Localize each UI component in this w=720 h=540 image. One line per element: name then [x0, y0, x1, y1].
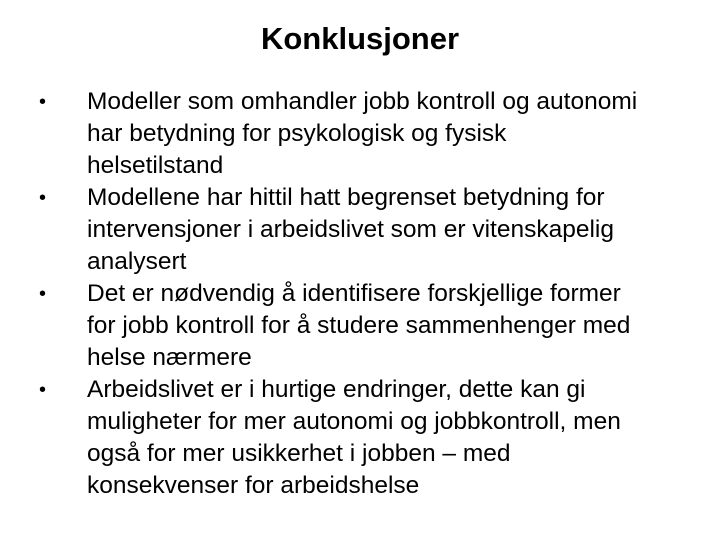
- bullet-item: [0, 86, 720, 182]
- bullet-line: Det er nødvendig å identifisere forskjellige former: [87, 280, 621, 307]
- bullet-line: Modellene har hittil hatt begrenset betydning for: [87, 184, 605, 211]
- bullet-line: Arbeidslivet er i hurtige endringer, dette kan gi: [87, 376, 586, 403]
- bullet-line: helsetilstand: [87, 152, 224, 179]
- slide-title: Konklusjoner: [260, 21, 460, 56]
- bullet-item: [0, 278, 720, 374]
- bullet-list: [0, 86, 720, 502]
- bullet-marker: •: [39, 379, 47, 401]
- bullet-line: for jobb kontroll for å studere sammenhenger med: [87, 312, 631, 339]
- bullet-line: muligheter for mer autonomi og jobbkontroll, men: [87, 408, 621, 435]
- bullet-line: analysert: [87, 248, 187, 275]
- bullet-line: konsekvenser for arbeidshelse: [87, 472, 420, 499]
- bullet-line: helse nærmere: [87, 344, 252, 371]
- bullet-item: [0, 374, 720, 502]
- bullet-line: også for mer usikkerhet i jobben – med: [87, 440, 511, 467]
- bullet-line: har betydning for psykologisk og fysisk: [87, 120, 507, 147]
- bullet-marker: •: [39, 187, 47, 209]
- bullet-line: Modeller som omhandler jobb kontroll og autonomi: [87, 88, 638, 115]
- bullet-text: [87, 374, 707, 502]
- bullet-marker: •: [39, 91, 47, 113]
- bullet-line: intervensjoner i arbeidslivet som er vitenskapelig: [87, 216, 615, 243]
- bullet-text: [87, 86, 707, 182]
- bullet-text: [87, 278, 707, 374]
- bullet-marker: •: [39, 283, 47, 305]
- bullet-item: [0, 182, 720, 278]
- bullet-text: [87, 182, 707, 278]
